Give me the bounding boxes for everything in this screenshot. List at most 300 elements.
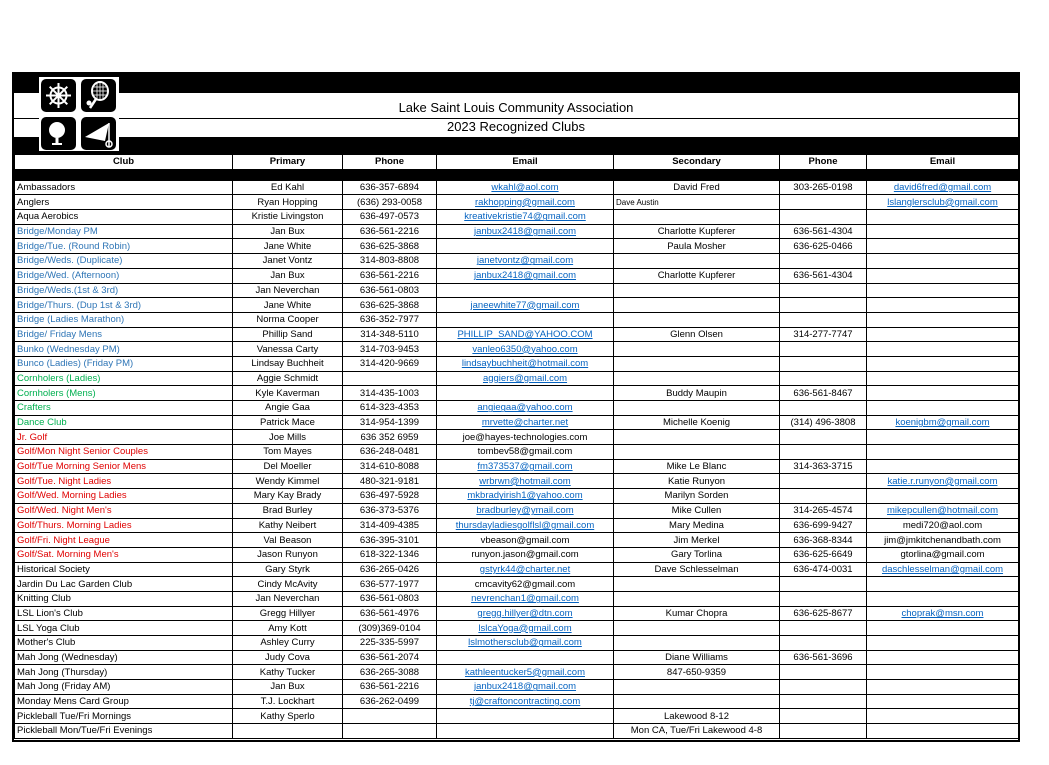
secondary-email-cell: [867, 180, 1019, 195]
secondary-phone-cell: [780, 445, 867, 460]
secondary-contact-cell: [614, 342, 780, 357]
primary-phone-cell: 618-322-1346: [343, 547, 437, 562]
club-name-cell: Bunko (Wednesday PM): [15, 342, 233, 357]
primary-phone-cell: (636) 293-0058: [343, 195, 437, 210]
club-name-cell: Monday Mens Card Group: [15, 694, 233, 709]
primary-contact-cell: Kathy Sperlo: [233, 709, 343, 724]
secondary-contact-cell: [614, 577, 780, 592]
club-name-cell: Bridge (Ladies Marathon): [15, 312, 233, 327]
primary-contact-cell: Jane White: [233, 298, 343, 313]
table-row: [15, 606, 1019, 621]
primary-contact-cell: Jan Bux: [233, 268, 343, 283]
secondary-email-cell-link[interactable]: lslanglersclub@gmail.com: [887, 196, 998, 208]
secondary-phone-cell: (314) 496-3808: [780, 415, 867, 430]
primary-phone-cell: 636-625-3868: [343, 239, 437, 254]
primary-email-cell-link[interactable]: gregg.hillyer@dtn.com: [477, 607, 573, 619]
secondary-phone-cell: [780, 254, 867, 269]
secondary-contact-cell: [614, 254, 780, 269]
club-name-cell: Bridge/Weds.(1st & 3rd): [15, 283, 233, 298]
table-row: [15, 327, 1019, 342]
club-name-cell: Knitting Club: [15, 591, 233, 606]
primary-contact-cell: Mary Kay Brady: [233, 489, 343, 504]
secondary-phone-cell: [780, 724, 867, 739]
secondary-phone-cell: [780, 195, 867, 210]
secondary-contact-cell: Gary Torlina: [614, 547, 780, 562]
secondary-phone-cell: 314-277-7747: [780, 327, 867, 342]
primary-email-cell: [437, 503, 614, 518]
secondary-contact-cell: [614, 283, 780, 298]
col-header-secondary-phone: Phone: [780, 155, 867, 170]
secondary-email-cell: [867, 474, 1019, 489]
secondary-contact-cell: [614, 430, 780, 445]
secondary-phone-cell: [780, 342, 867, 357]
primary-contact-cell: Angie Gaa: [233, 401, 343, 416]
primary-email-cell-link[interactable]: rakhopping@gmail.com: [475, 196, 575, 208]
club-name-cell: Bridge/ Friday Mens: [15, 327, 233, 342]
table-row: [15, 283, 1019, 298]
secondary-phone-cell: [780, 489, 867, 504]
secondary-contact-cell: [614, 356, 780, 371]
primary-email-cell-link[interactable]: bradburley@ymail.com: [476, 505, 574, 517]
table-row: [15, 503, 1019, 518]
primary-email-cell-link[interactable]: fm373537@gmail.com: [477, 461, 573, 473]
primary-email-cell-link[interactable]: janbux2418@gmail.com: [473, 226, 577, 238]
primary-phone-cell: 314-954-1399: [343, 415, 437, 430]
secondary-email-cell: [867, 680, 1019, 695]
primary-email-cell: [437, 401, 614, 416]
table-row: [15, 518, 1019, 533]
table-row: [15, 210, 1019, 225]
secondary-contact-cell: Jim Merkel: [614, 533, 780, 548]
secondary-phone-cell: [780, 665, 867, 680]
club-name-cell: Ambassadors: [15, 180, 233, 195]
primary-phone-cell: 614-323-4353: [343, 401, 437, 416]
primary-email-cell-link[interactable]: kathleentucker5@gmail.com: [464, 666, 585, 678]
table-row: [15, 356, 1019, 371]
secondary-email-cell: jim@jmkitchenandbath.com: [867, 533, 1019, 548]
primary-email-cell-link[interactable]: gstyrk44@charter.net: [479, 563, 571, 575]
primary-email-cell: [437, 459, 614, 474]
table-row: [15, 724, 1019, 739]
primary-email-cell: vbeason@gmail.com: [437, 533, 614, 548]
primary-phone-cell: 636-352-7977: [343, 312, 437, 327]
table-row: [15, 312, 1019, 327]
primary-phone-cell: 636-561-0803: [343, 283, 437, 298]
club-name-cell: Historical Society: [15, 562, 233, 577]
primary-phone-cell: 636-262-0499: [343, 694, 437, 709]
secondary-email-cell: [867, 268, 1019, 283]
primary-contact-cell: Amy Kott: [233, 621, 343, 636]
primary-email-cell: [437, 180, 614, 195]
primary-email-cell: [437, 606, 614, 621]
secondary-email-cell: [867, 445, 1019, 460]
primary-email-cell: [437, 709, 614, 724]
secondary-phone-cell: [780, 430, 867, 445]
club-name-cell: Golf/Wed. Night Men's: [15, 503, 233, 518]
primary-phone-cell: 636-265-0426: [343, 562, 437, 577]
table-row: [15, 650, 1019, 665]
primary-email-cell: [437, 621, 614, 636]
secondary-contact-cell: Diane Williams: [614, 650, 780, 665]
primary-email-cell-link[interactable]: lindsaybuchheit@hotmail.com: [461, 358, 589, 370]
primary-contact-cell: Cindy McAvity: [233, 577, 343, 592]
secondary-phone-cell: [780, 636, 867, 651]
primary-contact-cell: Val Beason: [233, 533, 343, 548]
club-name-cell: Bunco (Ladies) (Friday PM): [15, 356, 233, 371]
header-black-bar: [14, 74, 1018, 93]
clubs-table-body: [15, 180, 1019, 738]
secondary-phone-cell: 314-363-3715: [780, 459, 867, 474]
primary-phone-cell: 636-625-3868: [343, 298, 437, 313]
club-name-cell: Bridge/Wed. (Afternoon): [15, 268, 233, 283]
secondary-contact-cell: Katie Runyon: [614, 474, 780, 489]
primary-email-cell-link[interactable]: tj@craftoncontracting.com: [469, 696, 581, 708]
primary-phone-cell: 314-803-8808: [343, 254, 437, 269]
secondary-email-cell-link[interactable]: koenigbm@gmail.com: [895, 417, 990, 429]
secondary-email-cell: [867, 239, 1019, 254]
col-header-club: Club: [15, 155, 233, 170]
primary-email-cell-link[interactable]: mrvette@charter.net: [481, 417, 569, 429]
secondary-email-cell: [867, 459, 1019, 474]
secondary-email-cell: [867, 386, 1019, 401]
table-row: [15, 254, 1019, 269]
secondary-contact-cell: [614, 694, 780, 709]
primary-phone-cell: 636-373-5376: [343, 503, 437, 518]
primary-email-cell-link[interactable]: PHILLIP_SAND@YAHOO.COM: [457, 328, 593, 340]
title-divider-bar: [14, 137, 1018, 154]
secondary-contact-cell: Charlotte Kupferer: [614, 268, 780, 283]
secondary-contact-cell: [614, 445, 780, 460]
secondary-email-cell: [867, 694, 1019, 709]
primary-email-cell: [437, 327, 614, 342]
table-row: [15, 665, 1019, 680]
table-row: [15, 224, 1019, 239]
club-name-cell: Golf/Thurs. Morning Ladies: [15, 518, 233, 533]
primary-contact-cell: Wendy Kimmel: [233, 474, 343, 489]
primary-contact-cell: Ashley Curry: [233, 636, 343, 651]
secondary-email-cell: [867, 312, 1019, 327]
table-row: [15, 342, 1019, 357]
primary-email-cell: [437, 356, 614, 371]
primary-email-cell: joe@hayes-technologies.com: [437, 430, 614, 445]
secondary-email-cell: medi720@aol.com: [867, 518, 1019, 533]
primary-contact-cell: Aggie Schmidt: [233, 371, 343, 386]
secondary-contact-cell: Michelle Koenig: [614, 415, 780, 430]
primary-email-cell: [437, 724, 614, 739]
club-name-cell: Golf/Tue Morning Senior Mens: [15, 459, 233, 474]
primary-contact-cell: Gary Styrk: [233, 562, 343, 577]
secondary-email-cell: [867, 724, 1019, 739]
table-row: [15, 239, 1019, 254]
table-row: [15, 533, 1019, 548]
primary-contact-cell: Kathy Neibert: [233, 518, 343, 533]
primary-email-cell: [437, 474, 614, 489]
secondary-contact-cell: David Fred: [614, 180, 780, 195]
primary-contact-cell: Joe Mills: [233, 430, 343, 445]
secondary-email-cell: [867, 254, 1019, 269]
primary-contact-cell: Jason Runyon: [233, 547, 343, 562]
club-name-cell: Golf/Tue. Night Ladies: [15, 474, 233, 489]
table-row: [15, 591, 1019, 606]
primary-email-cell: [437, 386, 614, 401]
table-row: [15, 621, 1019, 636]
secondary-phone-cell: [780, 474, 867, 489]
table-row: [15, 562, 1019, 577]
table-row: [15, 268, 1019, 283]
secondary-contact-cell: [614, 210, 780, 225]
primary-contact-cell: Jan Neverchan: [233, 591, 343, 606]
primary-email-cell-link[interactable]: wkahl@aol.com: [491, 182, 559, 194]
club-name-cell: Cornholers (Ladies): [15, 371, 233, 386]
secondary-phone-cell: [780, 401, 867, 416]
table-row: [15, 489, 1019, 504]
table-row: [15, 636, 1019, 651]
col-header-email: Email: [437, 155, 614, 170]
secondary-phone-cell: [780, 694, 867, 709]
primary-email-cell-link[interactable]: lslcaYoga@gmail.com: [478, 622, 572, 634]
primary-email-cell: [437, 636, 614, 651]
secondary-email-cell-link[interactable]: david6fred@gmail.com: [893, 182, 992, 194]
secondary-phone-cell: 636-625-0466: [780, 239, 867, 254]
primary-phone-cell: 314-610-8088: [343, 459, 437, 474]
clubs-table: [14, 154, 1019, 739]
club-name-cell: Cornholers (Mens): [15, 386, 233, 401]
secondary-phone-cell: [780, 621, 867, 636]
club-roster-sheet: [12, 72, 1020, 742]
primary-email-cell-link[interactable]: mkbradyirish1@yahoo.com: [467, 490, 583, 502]
primary-email-cell: tombev58@gmail.com: [437, 445, 614, 460]
club-name-cell: Golf/Wed. Morning Ladies: [15, 489, 233, 504]
primary-email-cell-link[interactable]: aggiers@gmail.com: [482, 372, 568, 384]
primary-phone-cell: 636-265-3088: [343, 665, 437, 680]
club-name-cell: Golf/Sat. Morning Men's: [15, 547, 233, 562]
secondary-contact-cell: Charlotte Kupferer: [614, 224, 780, 239]
secondary-contact-cell: Mike Cullen: [614, 503, 780, 518]
club-name-cell: Dance Club: [15, 415, 233, 430]
secondary-email-cell-link[interactable]: daschlesselman@gmail.com: [881, 563, 1004, 575]
primary-contact-cell: Tom Mayes: [233, 445, 343, 460]
table-row: [15, 709, 1019, 724]
table-row: [15, 445, 1019, 460]
primary-email-cell-link[interactable]: janbux2418@gmail.com: [473, 681, 577, 693]
secondary-contact-cell: [614, 298, 780, 313]
primary-email-cell-link[interactable]: janeewhite77@gmail.com: [470, 299, 580, 311]
secondary-contact-cell: [614, 371, 780, 386]
secondary-phone-cell: 303-265-0198: [780, 180, 867, 195]
primary-email-cell-link[interactable]: angiegaa@yahoo.com: [477, 402, 573, 414]
secondary-email-cell: [867, 298, 1019, 313]
secondary-email-cell-link[interactable]: choprak@msn.com: [901, 607, 984, 619]
primary-email-cell: [437, 239, 614, 254]
primary-phone-cell: 636-561-4976: [343, 606, 437, 621]
primary-phone-cell: (309)369-0104: [343, 621, 437, 636]
table-row: [15, 474, 1019, 489]
secondary-phone-cell: [780, 680, 867, 695]
club-name-cell: Mah Jong (Friday AM): [15, 680, 233, 695]
primary-phone-cell: [343, 709, 437, 724]
secondary-email-cell: [867, 650, 1019, 665]
primary-email-cell-link[interactable]: janetvontz@gmail.com: [476, 255, 574, 267]
primary-email-cell: [437, 283, 614, 298]
club-name-cell: Pickleball Mon/Tue/Fri Evenings: [15, 724, 233, 739]
primary-contact-cell: Patrick Mace: [233, 415, 343, 430]
primary-phone-cell: 314-435-1003: [343, 386, 437, 401]
primary-contact-cell: Jan Bux: [233, 680, 343, 695]
primary-contact-cell: Janet Vontz: [233, 254, 343, 269]
secondary-email-cell-link[interactable]: mikepcullen@hotmail.com: [886, 505, 999, 517]
col-header-secondary: Secondary: [614, 155, 780, 170]
club-name-cell: Bridge/Monday PM: [15, 224, 233, 239]
primary-email-cell-link[interactable]: nevrenchan1@gmail.com: [471, 593, 579, 605]
primary-contact-cell: Kyle Kaverman: [233, 386, 343, 401]
ship-wheel-icon: [41, 79, 76, 112]
header-spacer-bar: [15, 169, 1019, 180]
secondary-phone-cell: [780, 312, 867, 327]
club-name-cell: Bridge/Weds. (Duplicate): [15, 254, 233, 269]
primary-email-cell: cmcavity62@gmail.com: [437, 577, 614, 592]
secondary-email-cell: [867, 503, 1019, 518]
primary-email-cell-link[interactable]: kreativekristie74@gmail.com: [464, 211, 586, 223]
primary-contact-cell: Jan Bux: [233, 224, 343, 239]
tennis-racket-icon: [81, 79, 116, 112]
secondary-phone-cell: [780, 298, 867, 313]
primary-phone-cell: 636-395-3101: [343, 533, 437, 548]
primary-phone-cell: 314-348-5110: [343, 327, 437, 342]
secondary-contact-cell: Dave Austin: [614, 195, 780, 210]
secondary-email-cell: [867, 709, 1019, 724]
primary-phone-cell: 480-321-9181: [343, 474, 437, 489]
primary-email-cell: [437, 680, 614, 695]
secondary-phone-cell: 636-368-8344: [780, 533, 867, 548]
primary-contact-cell: Kathy Tucker: [233, 665, 343, 680]
secondary-phone-cell: [780, 356, 867, 371]
club-name-cell: Jardin Du Lac Garden Club: [15, 577, 233, 592]
primary-contact-cell: Jan Neverchan: [233, 283, 343, 298]
secondary-email-cell: [867, 636, 1019, 651]
secondary-email-cell: [867, 224, 1019, 239]
secondary-contact-cell: Paula Mosher: [614, 239, 780, 254]
club-name-cell: Anglers: [15, 195, 233, 210]
club-name-cell: Mah Jong (Wednesday): [15, 650, 233, 665]
secondary-phone-cell: 636-699-9427: [780, 518, 867, 533]
primary-phone-cell: 636 352 6959: [343, 430, 437, 445]
club-name-cell: Mother's Club: [15, 636, 233, 651]
primary-email-cell-link[interactable]: wrbrwn@hotmail.com: [479, 475, 571, 487]
primary-contact-cell: Jane White: [233, 239, 343, 254]
secondary-email-cell: [867, 327, 1019, 342]
primary-email-cell: [437, 562, 614, 577]
secondary-email-cell-link[interactable]: katie.r.runyon@gmail.com: [887, 475, 998, 487]
secondary-email-cell: [867, 283, 1019, 298]
secondary-contact-cell: [614, 680, 780, 695]
primary-email-cell: [437, 694, 614, 709]
table-row: [15, 195, 1019, 210]
secondary-contact-cell: Kumar Chopra: [614, 606, 780, 621]
secondary-email-cell: [867, 210, 1019, 225]
roster-year-title: 2023 Recognized Clubs: [446, 119, 586, 134]
primary-phone-cell: [343, 724, 437, 739]
primary-email-cell: [437, 210, 614, 225]
secondary-email-cell: [867, 621, 1019, 636]
primary-contact-cell: Brad Burley: [233, 503, 343, 518]
primary-contact-cell: T.J. Lockhart: [233, 694, 343, 709]
association-title: Lake Saint Louis Community Association: [14, 98, 1018, 119]
secondary-email-cell: [867, 415, 1019, 430]
secondary-email-cell: [867, 342, 1019, 357]
table-row: [15, 298, 1019, 313]
secondary-contact-cell: [614, 621, 780, 636]
secondary-contact-cell: Lakewood 8-12: [614, 709, 780, 724]
secondary-contact-cell: Dave Schlesselman: [614, 562, 780, 577]
secondary-email-cell: [867, 577, 1019, 592]
secondary-phone-cell: 636-561-3696: [780, 650, 867, 665]
secondary-contact-cell: Mary Medina: [614, 518, 780, 533]
secondary-email-cell: [867, 606, 1019, 621]
primary-phone-cell: 314-409-4385: [343, 518, 437, 533]
secondary-phone-cell: 636-561-4304: [780, 224, 867, 239]
secondary-contact-cell: [614, 636, 780, 651]
primary-email-cell: [437, 312, 614, 327]
primary-email-cell: [437, 298, 614, 313]
primary-email-cell: [437, 665, 614, 680]
secondary-contact-cell: Buddy Maupin: [614, 386, 780, 401]
secondary-email-cell: [867, 562, 1019, 577]
table-row: [15, 180, 1019, 195]
primary-email-cell-link[interactable]: vanleo6350@yahoo.com: [472, 343, 578, 355]
primary-phone-cell: 225-335-5997: [343, 636, 437, 651]
primary-contact-cell: Lindsay Buchheit: [233, 356, 343, 371]
primary-email-cell-link[interactable]: lslmothersclub@gmail.com: [468, 637, 582, 649]
club-name-cell: Mah Jong (Thursday): [15, 665, 233, 680]
secondary-phone-cell: 636-561-8467: [780, 386, 867, 401]
secondary-phone-cell: 314-265-4574: [780, 503, 867, 518]
primary-email-cell: [437, 591, 614, 606]
club-name-cell: Golf/Mon Night Senior Couples: [15, 445, 233, 460]
col-header-phone: Phone: [343, 155, 437, 170]
secondary-contact-cell: Marilyn Sorden: [614, 489, 780, 504]
club-name-cell: LSL Yoga Club: [15, 621, 233, 636]
primary-contact-cell: Norma Cooper: [233, 312, 343, 327]
primary-phone-cell: 636-497-0573: [343, 210, 437, 225]
secondary-contact-cell: Mike Le Blanc: [614, 459, 780, 474]
club-name-cell: Pickleball Tue/Fri Mornings: [15, 709, 233, 724]
primary-email-cell: [437, 224, 614, 239]
primary-contact-cell: [233, 724, 343, 739]
primary-email-cell-link[interactable]: thursdayladiesgolflsl@gmail.com: [455, 519, 595, 531]
secondary-contact-cell: 847-650-9359: [614, 665, 780, 680]
primary-phone-cell: 314-420-9669: [343, 356, 437, 371]
table-row: [15, 694, 1019, 709]
secondary-phone-cell: [780, 591, 867, 606]
secondary-phone-cell: [780, 709, 867, 724]
table-row: [15, 401, 1019, 416]
secondary-contact-cell: Glenn Olsen: [614, 327, 780, 342]
table-row: [15, 415, 1019, 430]
boat-icon: [81, 117, 116, 150]
secondary-phone-cell: [780, 210, 867, 225]
table-row: [15, 577, 1019, 592]
primary-email-cell-link[interactable]: janbux2418@gmail.com: [473, 270, 577, 282]
primary-contact-cell: Kristie Livingston: [233, 210, 343, 225]
primary-email-cell: runyon.jason@gmail.com: [437, 547, 614, 562]
secondary-email-cell: [867, 430, 1019, 445]
primary-phone-cell: 636-497-5928: [343, 489, 437, 504]
primary-phone-cell: [343, 371, 437, 386]
club-name-cell: Golf/Fri. Night League: [15, 533, 233, 548]
secondary-email-cell: [867, 371, 1019, 386]
association-logo: [39, 77, 119, 151]
secondary-phone-cell: 636-561-4304: [780, 268, 867, 283]
